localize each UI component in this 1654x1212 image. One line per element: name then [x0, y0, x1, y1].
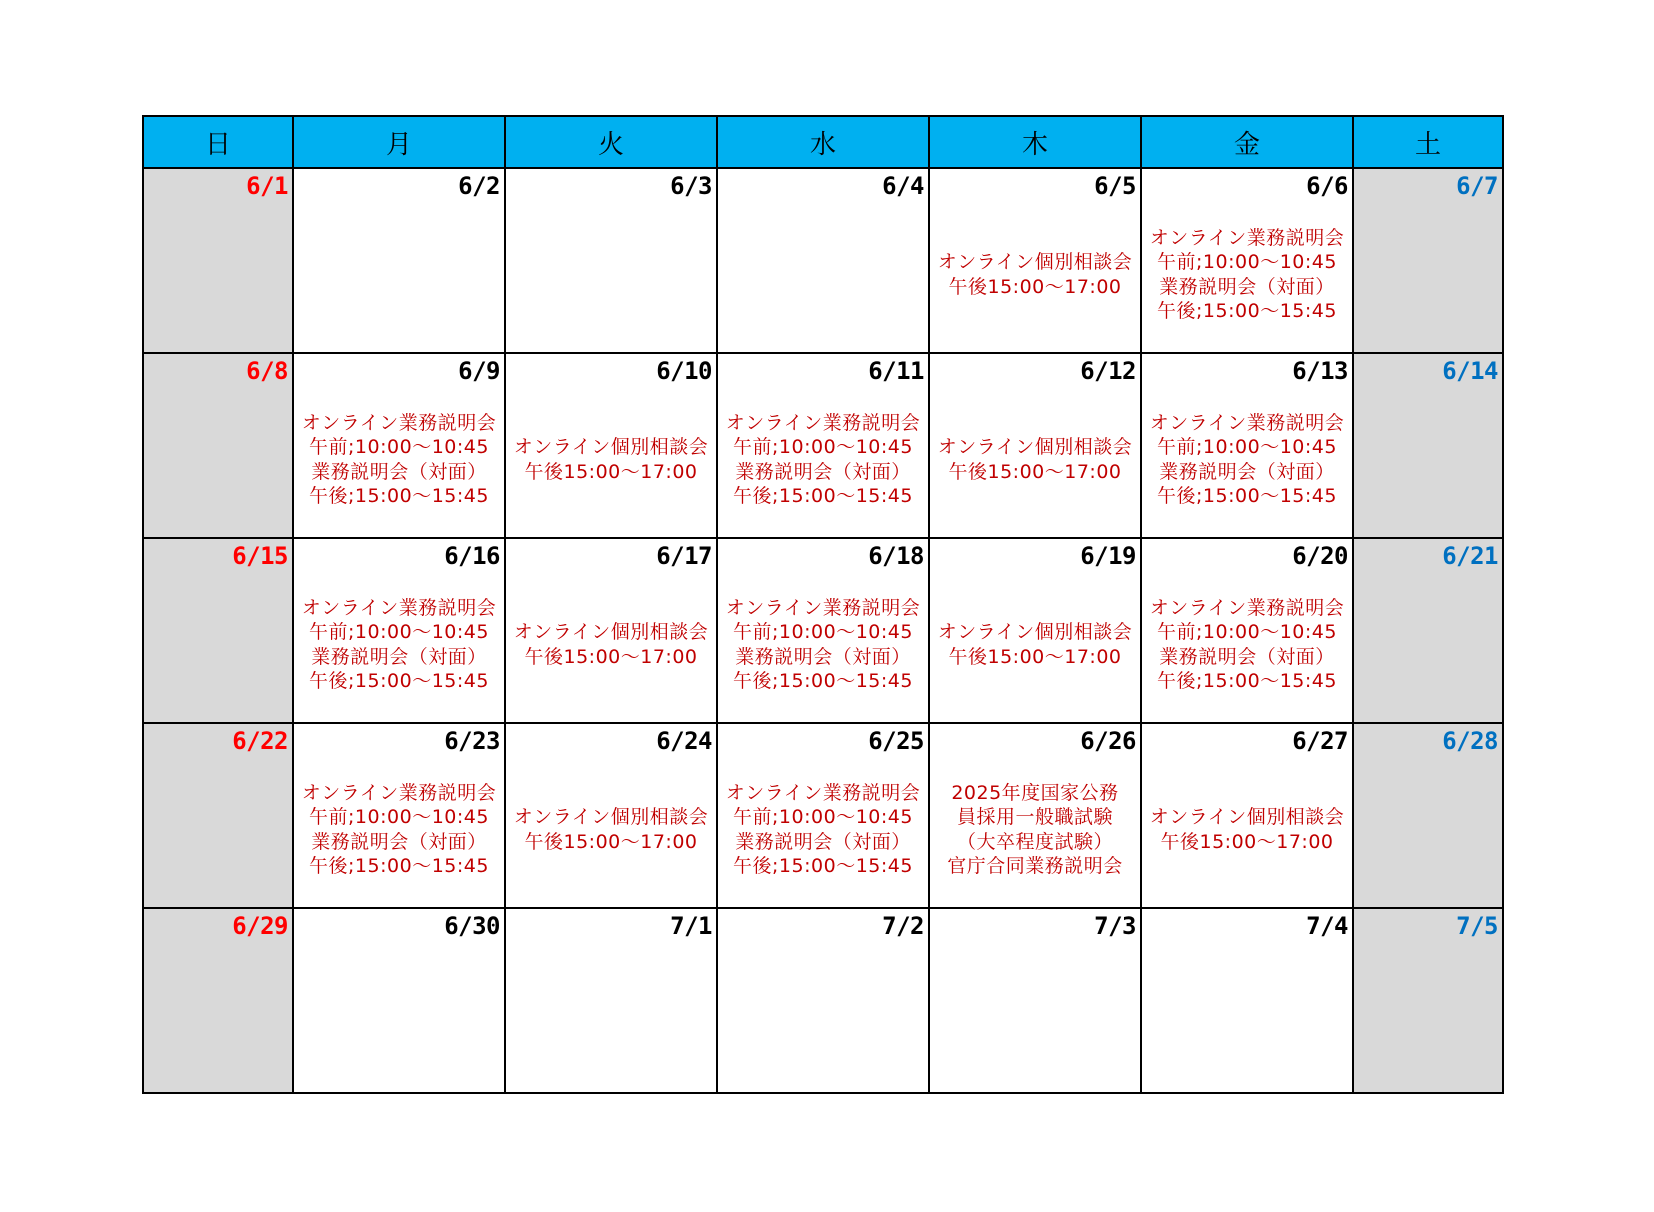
event-line: 業務説明会（対面）: [735, 645, 911, 668]
calendar-table: [142, 115, 1504, 1094]
event-line: 午後;15:00～15:45: [1157, 670, 1337, 692]
event-line: 午前;10:00～10:45: [309, 436, 489, 458]
event-line: 午後15:00～17:00: [948, 645, 1122, 668]
day-date: 6/14: [1442, 357, 1498, 385]
event-line: オンライン個別相談会: [513, 621, 709, 643]
weekday-header-thu: 木: [929, 116, 1141, 168]
day-date: 6/4: [882, 172, 924, 200]
event-line: 午後;15:00～15:45: [309, 855, 489, 877]
day-cell: [293, 908, 505, 1093]
weekday-header-mon: 月: [293, 116, 505, 168]
day-date: 6/18: [868, 542, 924, 570]
event-line: オンライン業務説明会: [1149, 226, 1345, 249]
day-date: 7/2: [882, 912, 924, 940]
day-cell: [1353, 723, 1503, 908]
event-line: オンライン個別相談会: [513, 806, 709, 828]
day-date: 6/22: [232, 727, 288, 755]
event-line: 午後;15:00～15:45: [1157, 485, 1337, 507]
day-date: 6/11: [868, 357, 924, 385]
day-date: 6/10: [656, 357, 712, 385]
event-line: 午後;15:00～15:45: [1157, 300, 1337, 322]
day-cell: [293, 723, 505, 908]
event-line: オンライン業務説明会: [1149, 596, 1345, 619]
day-cell: [717, 908, 929, 1093]
event-block: [718, 539, 928, 722]
event-block: [930, 169, 1140, 352]
day-date: 6/23: [444, 727, 500, 755]
day-cell: [1141, 538, 1353, 723]
day-cell: [505, 723, 717, 908]
day-cell: [1353, 908, 1503, 1093]
event-line: 午後15:00～17:00: [948, 460, 1122, 483]
day-cell: [717, 723, 929, 908]
day-cell: [717, 168, 929, 353]
day-date: 6/12: [1080, 357, 1136, 385]
event-line: 午後;15:00～15:45: [733, 855, 913, 877]
event-line: 官庁合同業務説明会: [947, 855, 1123, 877]
day-date: 6/30: [444, 912, 500, 940]
event-line: オンライン個別相談会: [937, 436, 1133, 458]
day-date: 6/20: [1292, 542, 1348, 570]
event-block: [506, 724, 716, 907]
event-line: 業務説明会（対面）: [1159, 645, 1335, 668]
day-date: 6/21: [1442, 542, 1498, 570]
weekday-header-tue: 火: [505, 116, 717, 168]
event-block: [1142, 539, 1352, 722]
event-line: オンライン個別相談会: [937, 251, 1133, 273]
day-cell: [1141, 908, 1353, 1093]
day-date: 7/4: [1306, 912, 1348, 940]
event-line: 午前;10:00～10:45: [1157, 436, 1337, 458]
day-date: 6/15: [232, 542, 288, 570]
event-line: 午後;15:00～15:45: [309, 670, 489, 692]
day-date: 6/24: [656, 727, 712, 755]
event-line: オンライン業務説明会: [725, 781, 921, 804]
event-line: 午後15:00～17:00: [524, 460, 698, 483]
event-line: オンライン業務説明会: [301, 596, 497, 619]
day-cell: [1141, 168, 1353, 353]
day-cell: [293, 168, 505, 353]
day-cell: [505, 353, 717, 538]
day-cell: [717, 353, 929, 538]
day-cell: [143, 723, 293, 908]
day-cell: [929, 538, 1141, 723]
day-date: 6/29: [232, 912, 288, 940]
event-line: 業務説明会（対面）: [311, 460, 487, 483]
calendar-body: [143, 168, 1503, 1093]
event-block: [1142, 354, 1352, 537]
weekday-header-fri: 金: [1141, 116, 1353, 168]
day-cell: [143, 353, 293, 538]
event-line: 午前;10:00～10:45: [733, 436, 913, 458]
day-date: 6/27: [1292, 727, 1348, 755]
day-date: 6/3: [670, 172, 712, 200]
event-line: オンライン個別相談会: [513, 436, 709, 458]
event-block: [294, 354, 504, 537]
day-date: 7/1: [670, 912, 712, 940]
event-line: オンライン個別相談会: [937, 621, 1133, 643]
event-block: [930, 724, 1140, 907]
day-cell: [293, 538, 505, 723]
day-cell: [929, 723, 1141, 908]
day-cell: [1141, 353, 1353, 538]
event-line: 午後;15:00～15:45: [309, 485, 489, 507]
event-line: オンライン業務説明会: [725, 596, 921, 619]
event-line: 午後15:00～17:00: [1160, 830, 1334, 853]
event-line: 午後15:00～17:00: [524, 830, 698, 853]
event-line: 2025年度国家公務: [951, 781, 1119, 804]
day-date: 6/7: [1456, 172, 1498, 200]
weekday-header-sun: 日: [143, 116, 293, 168]
day-cell: [929, 168, 1141, 353]
event-line: （大卒程度試験）: [956, 830, 1113, 853]
event-line: 午前;10:00～10:45: [309, 621, 489, 643]
weekday-header-wed: 水: [717, 116, 929, 168]
day-cell: [143, 168, 293, 353]
week-row: [143, 353, 1503, 538]
day-date: 6/6: [1306, 172, 1348, 200]
week-row: [143, 538, 1503, 723]
event-line: 午後15:00～17:00: [524, 645, 698, 668]
event-line: 午後;15:00～15:45: [733, 670, 913, 692]
event-block: [294, 724, 504, 907]
event-line: 午前;10:00～10:45: [309, 806, 489, 828]
event-line: 午前;10:00～10:45: [733, 621, 913, 643]
day-date: 6/16: [444, 542, 500, 570]
day-cell: [929, 353, 1141, 538]
day-date: 6/28: [1442, 727, 1498, 755]
day-date: 6/8: [246, 357, 288, 385]
day-date: 7/3: [1094, 912, 1136, 940]
day-cell: [717, 538, 929, 723]
day-date: 6/1: [246, 172, 288, 200]
event-line: 午前;10:00～10:45: [733, 806, 913, 828]
event-block: [506, 539, 716, 722]
event-line: 業務説明会（対面）: [311, 830, 487, 853]
event-block: [930, 539, 1140, 722]
event-line: オンライン業務説明会: [725, 411, 921, 434]
week-row: [143, 723, 1503, 908]
weekday-header-sat: 土: [1353, 116, 1503, 168]
day-cell: [1353, 168, 1503, 353]
day-cell: [143, 908, 293, 1093]
day-date: 6/25: [868, 727, 924, 755]
event-line: 業務説明会（対面）: [311, 645, 487, 668]
day-date: 6/17: [656, 542, 712, 570]
event-block: [718, 724, 928, 907]
day-cell: [505, 908, 717, 1093]
day-cell: [929, 908, 1141, 1093]
day-date: 7/5: [1456, 912, 1498, 940]
event-line: 午後;15:00～15:45: [733, 485, 913, 507]
weekday-header: [143, 116, 1503, 168]
day-date: 6/13: [1292, 357, 1348, 385]
event-block: [930, 354, 1140, 537]
event-line: 午前;10:00～10:45: [1157, 621, 1337, 643]
week-row: [143, 168, 1503, 353]
event-block: [506, 354, 716, 537]
day-date: 6/26: [1080, 727, 1136, 755]
event-line: 業務説明会（対面）: [735, 830, 911, 853]
day-date: 6/19: [1080, 542, 1136, 570]
day-cell: [143, 538, 293, 723]
event-line: 午後15:00～17:00: [948, 275, 1122, 298]
event-line: 業務説明会（対面）: [1159, 275, 1335, 298]
day-cell: [1141, 723, 1353, 908]
week-row: [143, 908, 1503, 1093]
day-date: 6/2: [458, 172, 500, 200]
event-line: オンライン業務説明会: [301, 411, 497, 434]
event-line: オンライン業務説明会: [301, 781, 497, 804]
event-line: オンライン業務説明会: [1149, 411, 1345, 434]
day-cell: [1353, 538, 1503, 723]
day-cell: [505, 538, 717, 723]
day-cell: [293, 353, 505, 538]
day-date: 6/5: [1094, 172, 1136, 200]
event-line: 員採用一般職試験: [956, 806, 1113, 828]
day-cell: [505, 168, 717, 353]
event-line: 業務説明会（対面）: [1159, 460, 1335, 483]
day-date: 6/9: [458, 357, 500, 385]
event-block: [1142, 724, 1352, 907]
day-cell: [1353, 353, 1503, 538]
event-block: [294, 539, 504, 722]
event-line: オンライン個別相談会: [1149, 806, 1345, 828]
event-line: 業務説明会（対面）: [735, 460, 911, 483]
event-block: [718, 354, 928, 537]
event-line: 午前;10:00～10:45: [1157, 251, 1337, 273]
event-block: [1142, 169, 1352, 352]
